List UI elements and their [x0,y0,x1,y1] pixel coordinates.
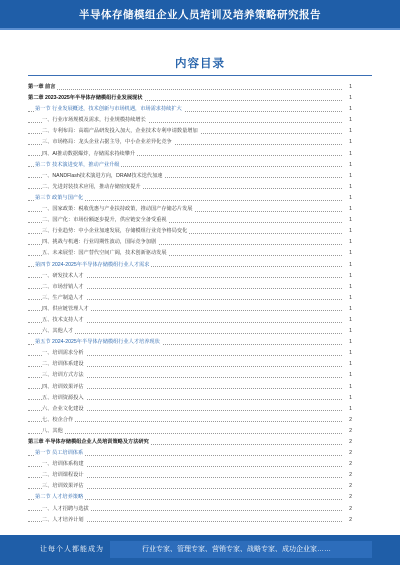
toc-entry-page: 2 [342,481,352,492]
toc-entry-label: 第一节 员工培训体系 [35,448,85,459]
toc-entry[interactable] [28,404,352,415]
toc-entry-page: 1 [342,304,352,315]
toc-entry-page: 1 [342,204,352,215]
toc-entry-page: 2 [342,437,352,448]
toc-entry-label: 八、其他 [42,426,65,437]
toc-entry[interactable] [28,481,352,492]
report-header [0,0,400,30]
toc-entry-page: 2 [342,415,352,426]
toc-entry[interactable] [28,271,352,282]
toc-entry-label: 一、培训体系构建 [42,459,86,470]
toc-entry-label: 一、培训需求分析 [42,348,86,359]
toc-entry-page: 1 [342,315,352,326]
page-footer [0,535,400,565]
toc-entry-label: 二、培训体系建设 [42,359,86,370]
toc-entry-page: 2 [342,470,352,481]
toc-entry-label: 第三节 政策与国产化 [35,193,85,204]
footer-slogan: 让每个人都能成为 [40,546,104,553]
toc-entry[interactable] [28,459,352,470]
toc-entry-page: 1 [342,359,352,370]
toc-entry-page: 1 [342,149,352,160]
toc-entry-page: 1 [342,82,352,93]
toc-entry-page: 1 [342,126,352,137]
toc-entry-label: 三、生产制造人才 [42,293,86,304]
toc-entry-page: 2 [342,492,352,503]
toc-entry-label: 三、培训方式方法 [42,370,86,381]
toc-entry-page: 1 [342,337,352,348]
toc-entry[interactable] [28,282,352,293]
toc-entry-label: 五、技术支持人才 [42,315,86,326]
toc-entry-page: 1 [342,160,352,171]
toc-entry[interactable] [28,293,352,304]
toc-entry[interactable] [28,515,352,526]
toc-entry-page: 1 [342,248,352,259]
toc-entry-label: 七、校企合作 [42,415,75,426]
toc-entry-label: 一、人才招聘与选拔 [42,504,91,515]
toc-entry[interactable] [28,426,352,437]
toc-entry-label: 四、供应链管理人才 [42,304,91,315]
toc-entry[interactable] [28,215,352,226]
toc-entry[interactable] [28,193,352,204]
toc-entry-page: 1 [342,171,352,182]
toc-entry[interactable] [28,149,352,160]
toc-entry-page: 1 [342,104,352,115]
toc-leader-dots [28,89,342,90]
toc-entry[interactable] [28,448,352,459]
toc-entry-page: 2 [342,459,352,470]
toc-entry[interactable] [28,370,352,381]
toc-entry-page: 2 [342,426,352,437]
toc-entry[interactable] [28,382,352,393]
report-title: 半导体存储模组企业人员培训及培养策略研究报告 [79,9,321,21]
toc-entry[interactable] [28,93,352,104]
toc-entry-page: 1 [342,237,352,248]
toc-entry[interactable] [28,348,352,359]
toc-entry-label: 六、其他人才 [42,326,75,337]
toc-entry-page: 2 [342,448,352,459]
toc-entry[interactable] [28,182,352,193]
toc-entry-label: 二、专利布局：高端产品研发投入加大，企业技术专利申请数量增加 [42,126,200,137]
toc-entry[interactable] [28,248,352,259]
toc-entry[interactable] [28,315,352,326]
toc-entry[interactable] [28,304,352,315]
toc-entry-page: 1 [342,215,352,226]
toc-entry-label: 四、培训效果评估 [42,382,86,393]
toc-entry[interactable] [28,226,352,237]
toc-entry-label: 二、先进封装技术应用，推动存储密度提升 [42,182,143,193]
toc-entry-page: 1 [342,260,352,271]
toc-entry-label: 三、培训效果评估 [42,481,86,492]
header-divider [0,28,400,30]
toc-entry-label: 二、市场营销人才 [42,282,86,293]
toc-entry-label: 二、培训课程设计 [42,470,86,481]
toc-entry-page: 1 [342,193,352,204]
toc-entry[interactable] [28,359,352,370]
toc-entry-label: 六、企业文化建设 [42,404,86,415]
toc-entry-page: 1 [342,404,352,415]
toc-entry[interactable] [28,160,352,171]
toc-entry[interactable] [28,204,352,215]
toc-heading-rule [28,75,372,76]
toc-entry-page: 1 [342,226,352,237]
footer-roles: 行业专家、管理专家、营销专家、战略专家、成功企业家…… [142,546,331,553]
toc-entry-page: 1 [342,182,352,193]
toc-entry-page: 1 [342,115,352,126]
toc-entry[interactable] [28,115,352,126]
toc-entry-label: 一、研发技术人才 [42,271,86,282]
toc-entry-page: 1 [342,382,352,393]
toc-entry-label: 第一章 前言 [28,82,57,93]
toc-entry-label: 一、行业市场规模及需求，行业规模持续增长 [42,115,148,126]
toc-entry-page: 1 [342,137,352,148]
toc-entry[interactable] [28,415,352,426]
toc-entry-page: 1 [342,393,352,404]
toc-heading: 内容目录 [175,58,225,70]
toc-entry-label: 四、挑战与机遇：行业周期性波动，国际竞争加剧 [42,237,158,248]
toc-entry-page: 1 [342,370,352,381]
toc-entry[interactable] [28,126,352,137]
toc-entry-page: 1 [342,293,352,304]
toc-entry[interactable] [28,326,352,337]
toc-entry-page: 1 [342,271,352,282]
toc-entry-label: 二、人才培养计划 [42,515,86,526]
toc-entry-label: 四、AI推动数据爆炸，存储需求持续攀升 [42,149,137,160]
toc-entry-label: 第二节 技术演进变革，推动产业升级 [35,160,121,171]
toc-entry-label: 三、市场格局：龙头企业占据主导，中小企业差异化竞争 [42,137,174,148]
toc-entry-page: 1 [342,348,352,359]
toc-entry-label: 第二节 人才培养策略 [35,492,85,503]
toc-entry[interactable] [28,104,352,115]
toc-entry[interactable] [28,437,352,448]
toc-entry-label: 五、培训资源投入 [42,393,86,404]
toc-entry[interactable] [28,337,352,348]
toc-entry-page: 2 [342,504,352,515]
toc-entry-label: 第四节 2024-2025年半导体存储模组行业人才需求 [35,260,151,271]
toc-entry-label: 第三章 半导体存储模组企业人员培训策略及方法研究 [28,437,151,448]
toc-entry-label: 三、行业趋势：中小企业加速发展，存储模组行业竞争格局变化 [42,226,189,237]
toc-entry[interactable] [28,137,352,148]
toc-entry-page: 1 [342,326,352,337]
toc-entry[interactable] [28,504,352,515]
toc-entry[interactable] [28,492,352,503]
toc-entry-label: 第一节 行业发展概述，技术创新与市场机遇，市场需求持续扩大 [35,104,184,115]
toc-entry-label: 二、国产化：市场份额逐步提升，供应链安全备受重视 [42,215,169,226]
toc-entry[interactable] [28,171,352,182]
toc-entry[interactable] [28,260,352,271]
toc-entry-page: 2 [342,515,352,526]
toc-entry[interactable] [28,237,352,248]
toc-entry[interactable] [28,393,352,404]
toc-entry-page: 1 [342,93,352,104]
toc-entry-label: 第五节 2024-2025年半导体存储模组行业人才培养现状 [35,337,162,348]
table-of-contents [28,82,352,526]
toc-entry-label: 一、NANDFlash技术演进方向，DRAM技术迭代加速 [42,171,164,182]
toc-entry-page: 1 [342,282,352,293]
toc-entry[interactable] [28,470,352,481]
toc-entry[interactable] [28,82,352,93]
toc-leader-dots [28,433,342,434]
toc-entry-label: 五、未来展望：国产替代空间广阔，技术创新驱动发展 [42,248,169,259]
toc-entry-label: 一、国家政策：税收优惠与产业扶持政策，推动国产存储芯片发展 [42,204,194,215]
toc-entry-label: 第二章 2023-2025年半导体存储模组行业发展现状 [28,93,144,104]
